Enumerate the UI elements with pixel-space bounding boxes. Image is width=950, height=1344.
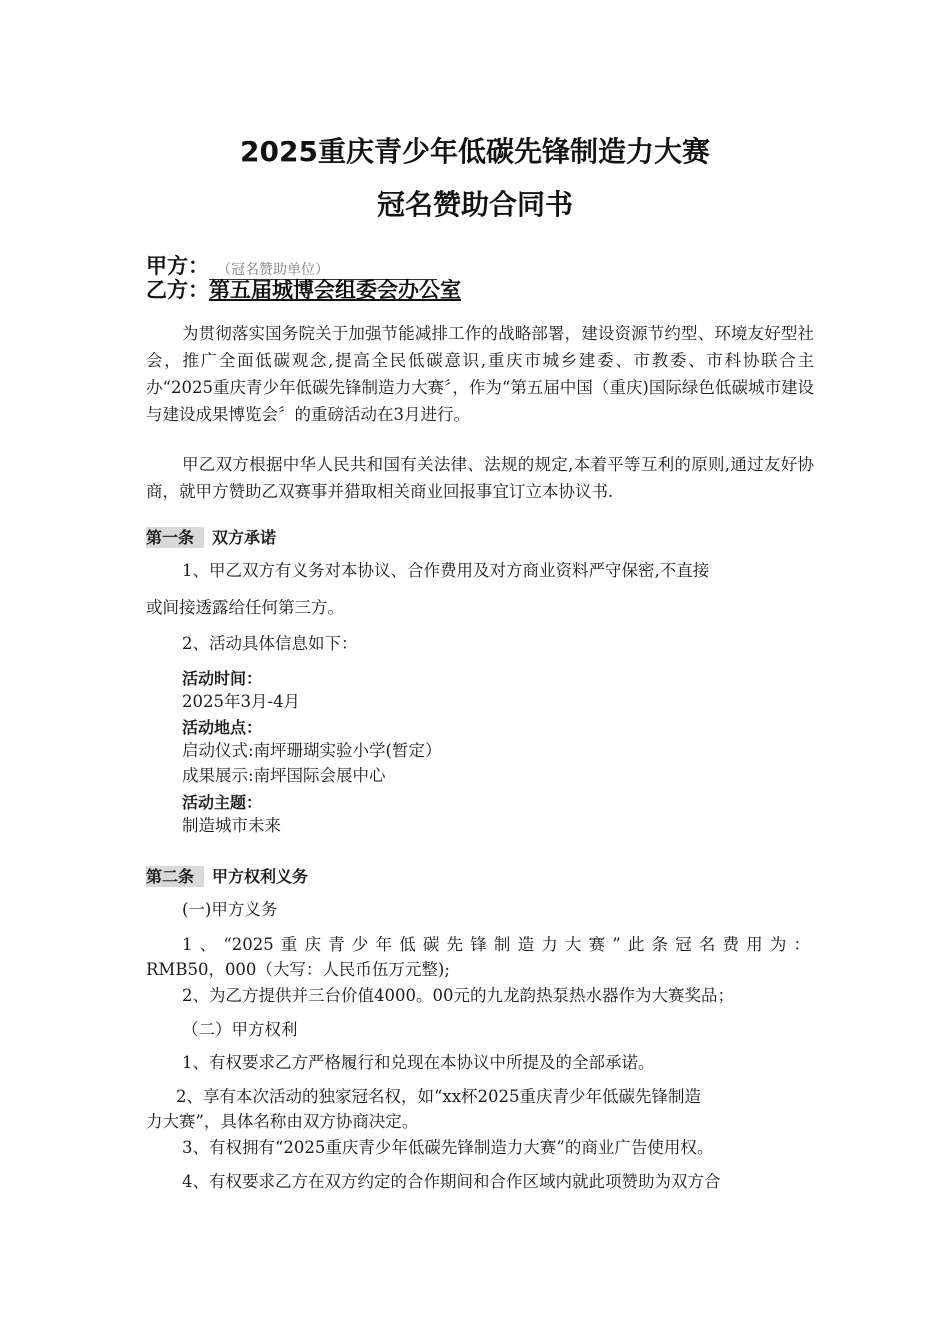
article-1-title: 双方承诺 xyxy=(212,528,277,547)
article-2-number: 第二条 xyxy=(146,866,204,887)
activity-theme-label: 活动主题： xyxy=(182,793,263,812)
article-1-clause-1-line-1: 1、甲乙双方有义务对本协议、合作费用及对方商业资料严守保密,不直接 xyxy=(182,561,710,580)
article-1-number: 第一条 xyxy=(146,527,204,548)
article-2-right-3: 3、有权拥有“2025重庆青少年低碳先锋制造力大赛”的商业广告使用权。 xyxy=(182,1138,714,1157)
article-2-right-1: 1、有权要求乙方严格履行和兑现在本协议中所提及的全部承诺。 xyxy=(182,1053,655,1072)
party-b xyxy=(146,274,461,304)
activity-venue-label: 活动地点： xyxy=(182,718,263,737)
party-a-blank: （冠名赞助单位） xyxy=(209,261,437,280)
party-a-label: 甲方： xyxy=(146,254,209,278)
article-1-heading xyxy=(146,525,276,548)
activity-time-value: 2025年3月-4月 xyxy=(182,692,301,711)
article-1-clause-2: 2、活动具体信息如下： xyxy=(182,634,358,653)
article-2-duty-1-line-2: RMB50，000（大写：人民币伍万元整); xyxy=(146,960,450,979)
article-2-duty-2: 2、为乙方提供并三台价值4000。00元的九龙韵热泵热水器作为大赛奖品； xyxy=(182,986,734,1005)
intro-paragraph-1: 为贯彻落实国务院关于加强节能减排工作的战略部署，建设资源节约型、环境友好型社会，推广全面低碳观念,提高全民低碳意识,重庆市城乡建委、市教委、市科协联合主办“2025重庆青少年低碳先锋制造力大赛〞，作为“第五届中国（重庆)国际绿色低碳城市建设与建设成果博览会〞的重磅活动在3月进行。 xyxy=(146,324,814,424)
article-2-subsection-2: （二）甲方权利 xyxy=(182,1020,298,1039)
activity-venue-value-2: 成果展示:南坪国际会展中心 xyxy=(182,766,386,785)
activity-time-label: 活动时间： xyxy=(182,669,263,688)
party-b-label: 乙方： xyxy=(146,278,209,302)
article-2-right-2-line-2: 力大赛”，具体名称由双方协商决定。 xyxy=(146,1112,419,1131)
activity-theme-value: 制造城市未来 xyxy=(182,816,281,835)
article-2-subsection-1: (一)甲方义务 xyxy=(182,900,278,919)
title-line-1: 2025重庆青少年低碳先锋制造力大赛 xyxy=(240,135,710,168)
article-2-title: 甲方权利义务 xyxy=(212,867,309,886)
article-2-right-2-line-1: 2、享有本次活动的独家冠名权，如“xx杯2025重庆青少年低碳先锋制造 xyxy=(176,1087,702,1106)
activity-venue-value-1: 启动仪式:南坪珊瑚实验小学(暂定） xyxy=(182,741,442,760)
party-b-name: 第五届城博会组委会办公室 xyxy=(209,278,461,302)
article-2-heading xyxy=(146,864,308,887)
title-line-2: 冠名赞助合同书 xyxy=(376,188,573,221)
intro-paragraph-2: 甲乙双方根据中华人民共和国有关法律、法规的规定,本着平等互利的原则,通过友好协商，就甲方赞助乙双赛事并猎取相关商业回报事宜订立本协议书. xyxy=(146,455,814,501)
article-2-right-4: 4、有权要求乙方在双方约定的合作期间和合作区域内就此项赞助为双方合 xyxy=(182,1172,721,1191)
article-1-clause-1-line-2: 或间接透露给任何第三方。 xyxy=(146,598,344,617)
article-2-duty-1-line-1: 1、“2025重庆青少年低碳先锋制造力大赛”此条冠名费用为： xyxy=(182,935,810,954)
